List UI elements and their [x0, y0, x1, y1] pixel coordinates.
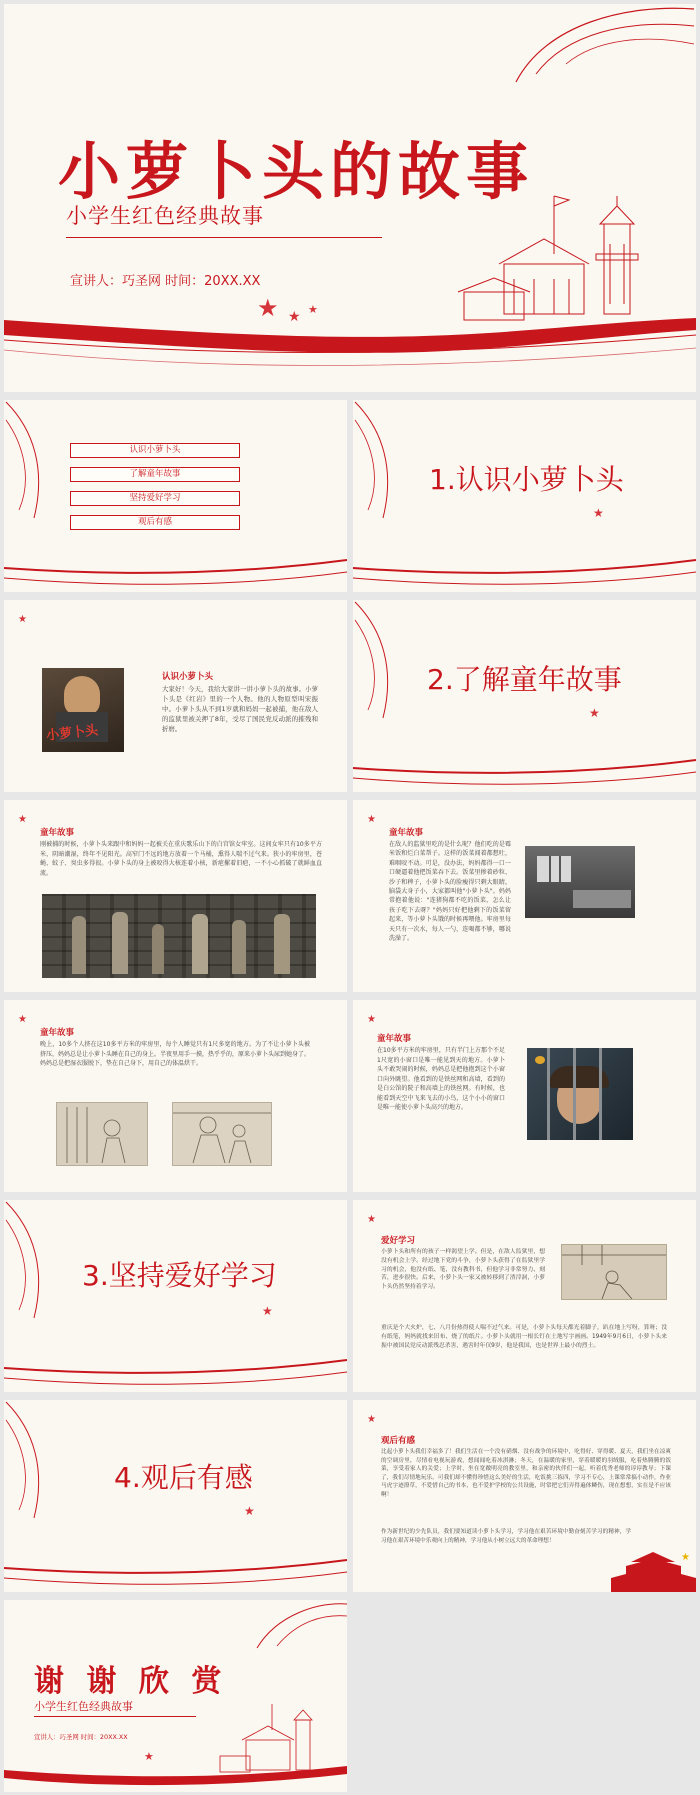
feelings-body-2: 作为新世纪的少先队员，我们要知道读小萝卜头学习，学习他在艰苦环境中勤奋刻苦学习的精神，学习他在艰苦环境中乐观向上的精神，学习他从小树立远大的革命理想！: [381, 1529, 631, 1544]
section-title: 2.了解童年故事: [427, 663, 622, 696]
star-icon: ★: [367, 1414, 376, 1425]
prisoners-image: [42, 894, 316, 978]
leaf-outline-icon: [476, 4, 696, 84]
slide-section-2[interactable]: [353, 600, 696, 792]
cell-image: [525, 846, 635, 918]
toc-item[interactable]: 认识小萝卜头: [70, 443, 240, 458]
slide-section-4[interactable]: [4, 1400, 347, 1592]
red-wave-decoration: [4, 1760, 347, 1792]
star-icon: ★: [18, 1014, 27, 1025]
study-body-2: 重庆是个大火炉，七、八月份热得使人喘不过气来。可是，小萝卜头每天都光着脚子，趴在地上写呀，算呀；没有纸笔，妈妈就找来旧布、烧了的纸片。小萝卜头就用一根长钉在土地写字画画。1949年9月6日，小萝卜头来振中被国民党反动派残忍杀害，遇害时年仅9岁，他是我国，也是世界上最小的烈士。: [381, 1325, 667, 1349]
boy-behind-bars-image: [527, 1048, 633, 1140]
star-icon: ★: [367, 814, 376, 825]
svg-text:★: ★: [681, 1552, 690, 1563]
leaf-outline-icon: [4, 400, 54, 520]
star-icon: ★: [593, 506, 604, 520]
study-image: [561, 1244, 667, 1300]
star-icon: ★: [244, 1504, 255, 1518]
star-icon: ★: [589, 706, 600, 720]
end-subtitle: 小学生红色经典故事: [34, 1700, 133, 1713]
childhood-body: 晚上，10多个人挤在这10多平方米的牢房里，每个人睡觉只有1尺多宽的地方。为了不让小萝卜头被挤压，妈妈总是让小萝卜头睡在自己的身上。半夜里用手一摸，热乎乎的，原来小萝卜头尿到她身了。妈妈总是把湿衣服脱下，垫在自己身下，用自己的体温烘干。: [40, 1041, 311, 1067]
leaf-outline-icon: [353, 400, 403, 520]
slide-childhood-4[interactable]: [353, 1000, 696, 1192]
childhood-body: 在敌人的监狱里吃的是什么呢？他们吃的是霉米饭和烂白菜帮子。这样的饭菜闻着都想吐，难咽咬不动。可是，没办法，妈妈都得一口一口硬逼着他把饭菜吞下去。饭菜里掺着砂粒、沙子和稗子，小萝卜头的脸瘦得只剩大眼睛，脑袋大身子小，大家都叫他"小萝卜头"。妈妈常抱着他说："连猪狗都不吃的饭菜，怎么让孩子吃下去呀？"妈妈只好把他剩下的饭菜留起来，等小萝卜头饿的时候再喂他。牢房里每天只有一次水，每人一勺，连喝都不够，哪说洗澡了。: [389, 841, 511, 943]
section-title: 1.认识小萝卜头: [429, 463, 624, 496]
star-icon: ★: [144, 1750, 154, 1763]
slide-section-3[interactable]: [4, 1200, 347, 1392]
study-heading: 爱好学习: [381, 1236, 416, 1246]
red-wave-decoration: [4, 1350, 347, 1392]
slide-intro[interactable]: [4, 600, 347, 792]
leaf-outline-icon: [4, 1400, 54, 1520]
star-icon: ★: [18, 814, 27, 825]
star-icon: ★: [367, 1014, 376, 1025]
tiananmen-icon: [611, 1548, 696, 1592]
feelings-body: 比起小萝卜头我们幸福多了！我们生活在一个没有硝烟、没有战争的环境中，吃得好、穿得暖、夏天，我们坐在凉爽的空调房里，尽情看电视玩游戏，想闻闻吃着冰淇淋；冬天，在温暖的家里，穿着暖暖的羽绒服，吃着热腾腾的饭菜，享受着家人的关爱；上学时，坐在宽敞明亮的教室里，和亲密的伙伴们一起，听着优秀老师的谆谆教导；下课了，我们尽情地玩乐。可我们却不懂得珍惜这么美好的生活，吃饭挑三拣四，学习不专心，上课常常搞小动作，作业马虎字迹潦草，不爱惜自己的书本，也不爱护学校的公共设施，时常把它们弄得遍体鳞伤，现在想想，实在是不应该啊！: [381, 1449, 671, 1498]
toc-item[interactable]: 了解童年故事: [70, 467, 240, 482]
slide-study[interactable]: [353, 1200, 696, 1392]
feelings-heading: 观后有感: [381, 1436, 416, 1446]
sketch-image: [172, 1102, 272, 1166]
study-body: 小萝卜头和所有的孩子一样渴望上学。但是，在敌人监狱里，想没有机会上学。经过地下党的斗争，小萝卜头获得了在监狱里学习的机会，他没有纸、笔，没有教科书，但他学习非常努力、刻苦，进步很快。后来，小萝卜头一家又被转移到了渣滓洞，小萝卜头仍然坚持着学习。: [381, 1249, 545, 1291]
star-icon: ★: [262, 1304, 273, 1318]
end-presenter: 宣讲人：巧圣网 时间：20XX.XX: [34, 1733, 128, 1741]
section-title: 3.坚持爱好学习: [82, 1259, 277, 1292]
red-wave-decoration: [4, 550, 347, 592]
slide-childhood-1[interactable]: [4, 800, 347, 992]
star-icon: ★: [367, 1214, 376, 1225]
toc-item[interactable]: 观后有感: [70, 515, 240, 530]
section-title: 4.观后有感: [114, 1461, 253, 1494]
leaf-outline-icon: [4, 1200, 54, 1320]
slide-cover[interactable]: [4, 4, 696, 392]
leaf-outline-icon: [237, 1600, 347, 1650]
toc-item[interactable]: 坚持爱好学习: [70, 491, 240, 506]
poster-image: [42, 668, 124, 752]
slide-end[interactable]: [4, 1600, 347, 1792]
childhood-heading: 童年故事: [40, 1028, 75, 1038]
slide-childhood-3[interactable]: [4, 1000, 347, 1192]
cover-subtitle: 小学生红色经典故事: [66, 204, 264, 228]
end-divider: [34, 1716, 196, 1717]
slide-section-1[interactable]: [353, 400, 696, 592]
red-wave-decoration: [4, 1550, 347, 1592]
cover-title: 小萝卜头的故事: [58, 135, 535, 208]
slide-childhood-2[interactable]: [353, 800, 696, 992]
intro-heading: 认识小萝卜头: [162, 672, 214, 682]
leaf-outline-icon: [353, 600, 403, 720]
childhood-heading: 童年故事: [389, 828, 424, 838]
star-icon: ★: [257, 294, 279, 322]
cover-divider: [66, 237, 382, 238]
red-wave-decoration: [353, 750, 696, 792]
slide-feelings[interactable]: [353, 1400, 696, 1592]
red-wave-decoration: [353, 550, 696, 592]
childhood-heading: 童年故事: [40, 828, 75, 838]
star-icon: ★: [308, 303, 318, 316]
star-icon: ★: [18, 614, 27, 625]
star-icon: ★: [288, 309, 301, 325]
slide-toc[interactable]: [4, 400, 347, 592]
sketch-image: [56, 1102, 148, 1166]
childhood-body: 在10多平方米的牢房里，只有半门上方那个不足1尺宽的小窗口是唯一能见到天的地方。小萝卜头不敢哭闹的时候，妈妈总是把他抱到这个小窗口向外眺望。他看到的是铁丝网和高墙，看到的是白公馆的院子和高墙上的铁丝网。有时候，也能看到天空中飞来飞去的小鸟，这个小小的窗口是唯一能使小萝卜头高兴的地方。: [377, 1047, 505, 1111]
poster-caption: 小萝卜头: [45, 723, 99, 744]
end-title: 谢 谢 欣 赏: [34, 1664, 228, 1699]
red-wave-decoration: [4, 300, 696, 392]
intro-body: 大家好！今天，我给大家讲一讲小萝卜头的故事。小萝卜头是《红岩》里的一个人物。他的人物原型叫宋振中。小萝卜头从不到1岁就和妈妈一起被捕，他在敌人的监狱里被关押了8年，受尽了国民党反动派的摧残和折磨。: [162, 685, 318, 733]
childhood-heading: 童年故事: [377, 1034, 412, 1044]
cover-presenter: 宣讲人：巧圣网 时间：20XX.XX: [70, 274, 261, 289]
childhood-body: 刚被捕的时候，小萝卜头来跟中和妈妈一起被关在重庆歌乐山下的白宫馆女牢室。这间女牢只有10多平方米，阴暗潮湿，终年不见阳光。高窄门不远的地方放着一个马桶，熏得人喘不过气来。狭小的牢房里，苍蝇、蚊子、臭虫多得很。小萝卜头的身上被咬得大核连着小核，新疤摞着旧疤，一不小心抓破了就鲜血直流。: [40, 841, 322, 877]
